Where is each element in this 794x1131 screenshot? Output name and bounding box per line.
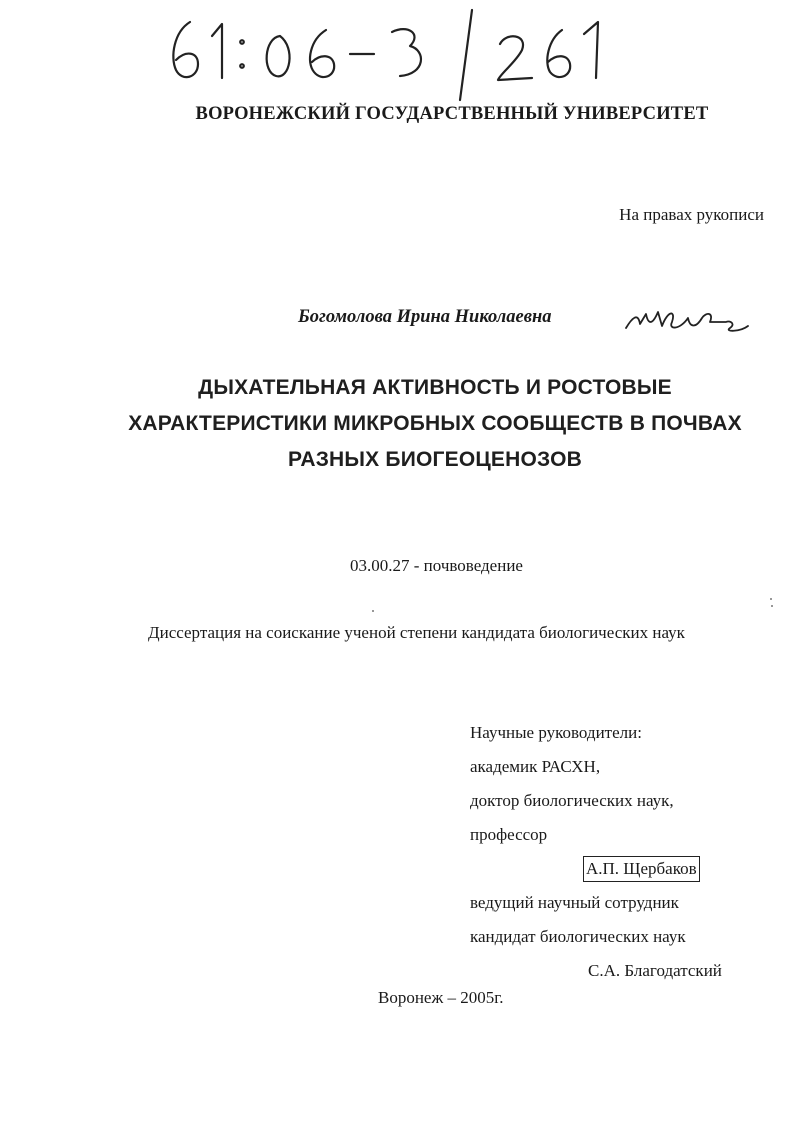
advisor-2-degree: кандидат биологических наук — [470, 927, 686, 946]
specialty-code: 03.00.27 - почвоведение — [350, 556, 523, 575]
advisor-1-rank: академик РАСХН, — [470, 757, 601, 776]
scan-speck — [771, 605, 773, 607]
advisor-1-name: А.П. Щербаков — [583, 856, 700, 882]
title-line: ХАРАКТЕРИСТИКИ МИКРОБНЫХ СООБЩЕСТВ В ПОЧВАХ — [128, 412, 742, 435]
manuscript-rights: На правах рукописи — [619, 205, 764, 224]
handwritten-archive-code — [160, 2, 630, 102]
advisor-1-degree: доктор биологических наук, — [470, 791, 674, 810]
advisor-1-position: профессор — [470, 825, 548, 844]
city-year: Воронеж – 2005г. — [378, 988, 504, 1007]
title-line: РАЗНЫХ БИОГЕОЦЕНОЗОВ — [287, 448, 583, 471]
advisors-block — [470, 716, 722, 988]
scan-speck — [372, 610, 374, 612]
university-name: ВОРОНЕЖСКИЙ ГОСУДАРСТВЕННЫЙ УНИВЕРСИТЕТ — [195, 104, 709, 124]
scan-speck — [770, 598, 772, 600]
author-name: Богомолова Ирина Николаевна — [298, 307, 552, 327]
signature — [618, 300, 758, 340]
dissertation-type: Диссертация на соискание ученой степени кандидата биологических наук — [148, 623, 685, 642]
advisor-2-name: С.А. Благодатский — [588, 961, 722, 980]
advisor-2-position: ведущий научный сотрудник — [470, 893, 679, 912]
title-line: ДЫХАТЕЛЬНАЯ АКТИВНОСТЬ И РОСТОВЫЕ — [198, 376, 672, 399]
dissertation-title — [60, 370, 794, 478]
advisors-heading: Научные руководители: — [470, 723, 642, 742]
